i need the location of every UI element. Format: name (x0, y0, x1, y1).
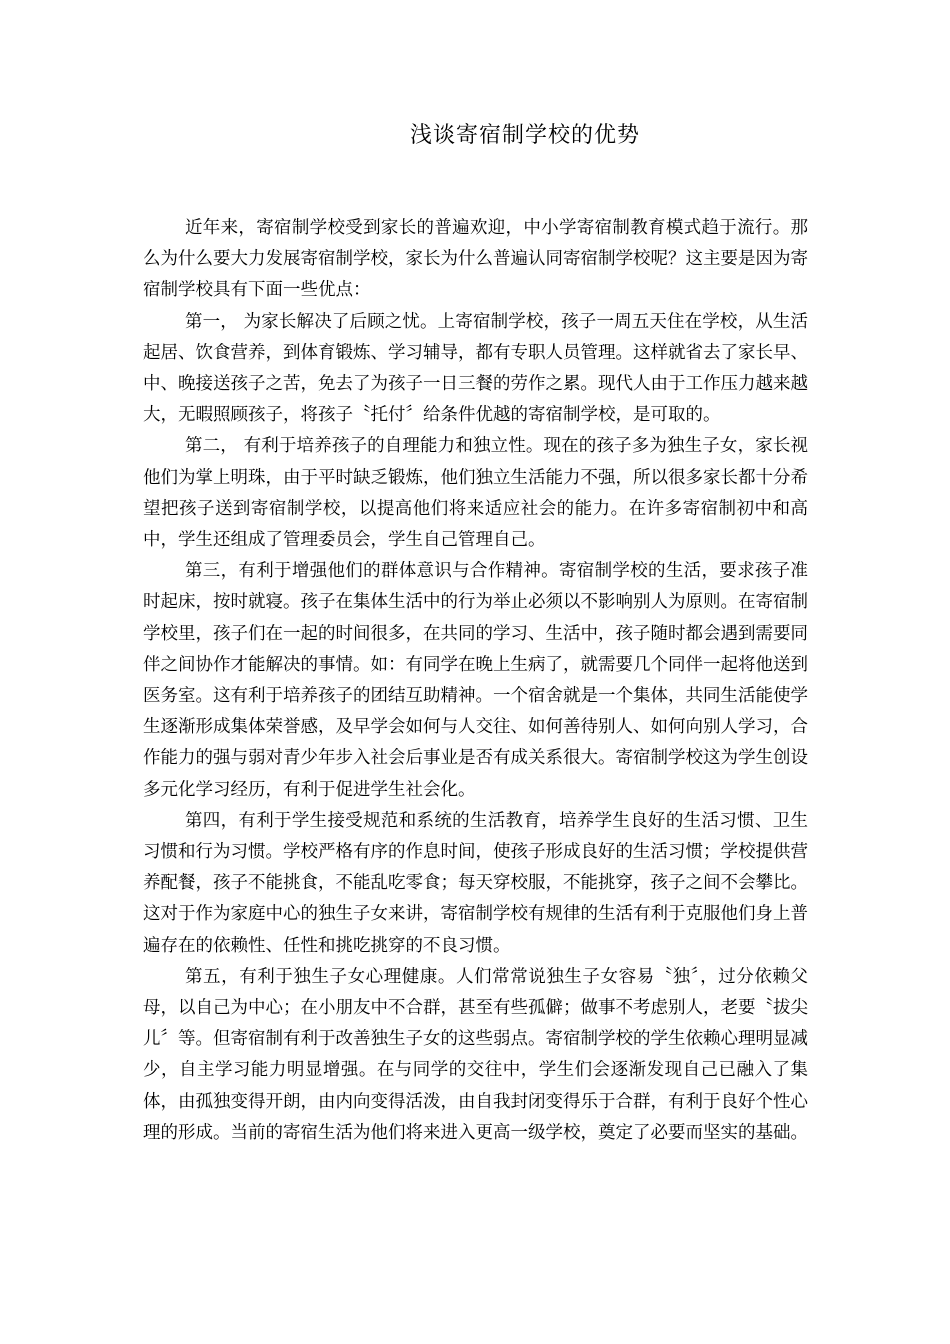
paragraph-fifth: 第五，有利于独生子女心理健康。人们常常说独生子女容易〝独〞，过分依赖父母，以自己为中心；在小朋友中不合群，甚至有些孤僻；做事不考虑别人，老要〝拔尖儿〞等。但寄宿制有利于改善独生子女的这些弱点。寄宿制学校的学生依赖心理明显减少，自主学习能力明显增强。在与同学的交往中，学生们会逐渐发现自己已融入了集体，由孤独变得开朗，由内向变得活泼，由自我封闭变得乐于合群，有利于良好个性心理的形成。当前的寄宿生活为他们将来进入更高一级学校，奠定了必要而坚实的基础。 (143, 966, 808, 1143)
paragraph-intro: 近年来，寄宿制学校受到家长的普遍欢迎，中小学寄宿制教育模式趋于流行。那么为什么要大力发展寄宿制学校，家长为什么普遍认同寄宿制学校呢？这主要是因为寄宿制学校具有下面一些优点： (143, 218, 808, 301)
document-title: 浅谈寄宿制学校的优势 (409, 123, 640, 148)
paragraph-first: 第一， 为家长解决了后顾之忧。上寄宿制学校，孩子一周五天住在学校，从生活起居、饮食营养，到体育锻炼、学习辅导，都有专职人员管理。这样就省去了家长早、中、晚接送孩子之苦，免去了为孩子一日三餐的劳作之累。现代人由于工作压力越来越大，无暇照顾孩子，将孩子〝托付〞给条件优越的寄宿制学校，是可取的。 (143, 311, 808, 426)
paragraph-fourth: 第四，有利于学生接受规范和系统的生活教育，培养学生良好的生活习惯、卫生习惯和行为习惯。学校严格有序的作息时间，使孩子形成良好的生活习惯；学校提供营养配餐，孩子不能挑食，不能乱吃零食；每天穿校服，不能挑穿，孩子之间不会攀比。这对于作为家庭中心的独生子女来讲，寄宿制学校有规律的生活有利于克服他们身上普遍存在的依赖性、任性和挑吃挑穿的不良习惯。 (143, 810, 808, 956)
document-body (143, 213, 808, 1149)
paragraph-third: 第三，有利于增强他们的群体意识与合作精神。寄宿制学校的生活，要求孩子准时起床，按时就寝。孩子在集体生活中的行为举止必须以不影响别人为原则。在寄宿制学校里，孩子们在一起的时间很多，在共同的学习、生活中，孩子随时都会遇到需要同伴之间协作才能解决的事情。如：有同学在晚上生病了，就需要几个同伴一起将他送到医务室。这有利于培养孩子的团结互助精神。一个宿舍就是一个集体，共同生活能使学生逐渐形成集体荣誉感，及早学会如何与人交往、如何善待别人、如何向别人学习，合作能力的强与弱对青少年步入社会后事业是否有成关系很大。寄宿制学校这为学生创设多元化学习经历，有利于促进学生社会化。 (143, 561, 808, 800)
paragraph-second: 第二， 有利于培养孩子的自理能力和独立性。现在的孩子多为独生子女，家长视他们为掌上明珠，由于平时缺乏锻炼，他们独立生活能力不强，所以很多家长都十分希望把孩子送到寄宿制学校，以提高他们将来适应社会的能力。在许多寄宿制初中和高中，学生还组成了管理委员会，学生自己管理自己。 (143, 436, 808, 551)
